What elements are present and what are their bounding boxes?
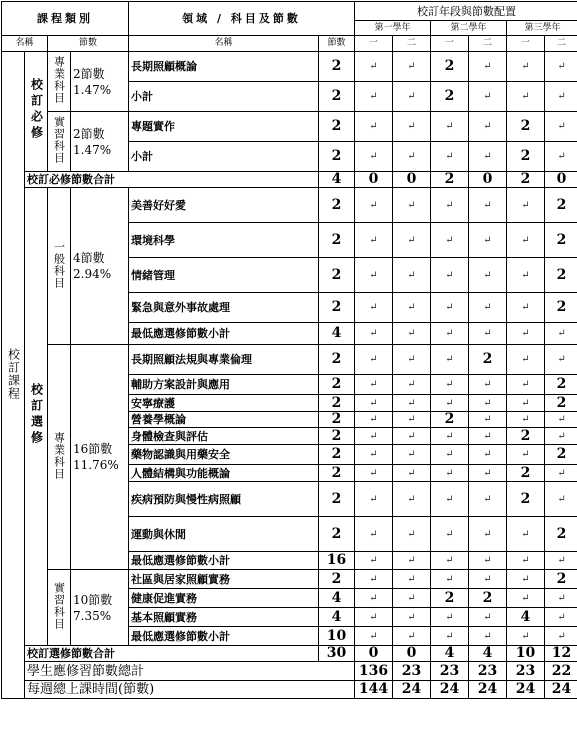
empty-cell-mark: ↵ [469,188,507,223]
subject-name: 最低應選修節數小計 [129,323,319,345]
semester-value: 2 [545,258,577,293]
empty-cell-mark: ↵ [507,82,545,112]
semester-value: 2 [545,375,577,395]
required-subgroup-hours [71,52,129,112]
empty-cell-mark: ↵ [355,428,393,445]
empty-cell-mark: ↵ [393,112,431,142]
subject-hours: 2 [319,223,355,258]
subject-name: 專題實作 [129,112,319,142]
empty-cell-mark: ↵ [507,395,545,412]
subject-name: 長期照顧法規與專業倫理 [129,345,319,375]
empty-cell-mark: ↵ [355,395,393,412]
elective-subgroup-hours-percent: 11.76% [73,458,119,472]
empty-cell-mark: ↵ [545,82,577,112]
header-year2: 第二學年 [431,21,507,36]
empty-cell-mark: ↵ [469,608,507,627]
empty-cell-mark: ↵ [355,293,393,323]
empty-cell-mark: ↵ [393,345,431,375]
empty-cell-mark: ↵ [355,323,393,345]
empty-cell-mark: ↵ [393,482,431,517]
empty-cell-mark: ↵ [507,188,545,223]
semester-value: 22 [545,662,577,681]
semester-value: 23 [469,662,507,681]
empty-cell-mark: ↵ [355,412,393,428]
empty-cell-mark: ↵ [507,589,545,608]
semester-value: 2 [431,589,469,608]
semester-value: 2 [545,517,577,552]
course-table-body [2,2,577,699]
empty-cell-mark: ↵ [545,112,577,142]
subject-hours: 2 [319,142,355,172]
course-table [1,1,577,699]
subject-hours: 2 [319,445,355,465]
header-domain: 領域 / 科目及節數 [129,2,355,36]
semester-value: 0 [355,172,393,188]
required-subgroup-hours-percent: 1.47% [73,82,112,97]
subject-name: 緊急與意外事故處理 [129,293,319,323]
semester-value: 0 [469,172,507,188]
empty-cell-mark: ↵ [507,323,545,345]
subject-hours: 10 [319,627,355,646]
empty-cell-mark: ↵ [431,188,469,223]
empty-cell-mark: ↵ [469,112,507,142]
empty-cell-mark: ↵ [393,293,431,323]
empty-cell-mark: ↵ [393,82,431,112]
elective-group-label [25,188,48,646]
header-subject-name: 名稱 [129,36,319,52]
empty-cell-mark: ↵ [355,142,393,172]
semester-value: 2 [545,223,577,258]
empty-cell-mark: ↵ [507,258,545,293]
empty-cell-mark: ↵ [355,188,393,223]
header-sem: 一 [431,36,469,52]
subject-name: 小計 [129,142,319,172]
empty-cell-mark: ↵ [355,375,393,395]
empty-cell-mark: ↵ [545,323,577,345]
subject-hours: 2 [319,188,355,223]
semester-value: 23 [393,662,431,681]
required-total-label: 校訂必修節數合計 [25,172,319,188]
empty-cell-mark: ↵ [431,258,469,293]
required-subgroup-label [48,112,71,172]
subject-hours: 4 [319,589,355,608]
header-subject-hours: 節數 [319,36,355,52]
empty-cell-mark: ↵ [355,608,393,627]
semester-value: 12 [545,646,577,662]
empty-cell-mark: ↵ [545,412,577,428]
header-sem: 二 [469,36,507,52]
empty-cell-mark: ↵ [507,445,545,465]
empty-cell-mark: ↵ [393,142,431,172]
empty-cell-mark: ↵ [393,412,431,428]
empty-cell-mark: ↵ [431,112,469,142]
semester-value: 24 [431,681,469,699]
elective-subgroup-hours-count: 4節數 [73,251,105,265]
grand-total-label: 每週總上課時間(節數) [25,681,355,699]
empty-cell-mark: ↵ [469,482,507,517]
elective-subgroup-hours [71,345,129,570]
empty-cell-mark: ↵ [431,517,469,552]
empty-cell-mark: ↵ [469,570,507,589]
empty-cell-mark: ↵ [355,445,393,465]
subject-name: 情緒管理 [129,258,319,293]
elective-subgroup-hours-count: 16節數 [73,442,113,456]
empty-cell-mark: ↵ [393,570,431,589]
empty-cell-mark: ↵ [507,570,545,589]
header-sem: 二 [545,36,577,52]
empty-cell-mark: ↵ [507,345,545,375]
semester-value: 2 [507,112,545,142]
empty-cell-mark: ↵ [469,142,507,172]
elective-subgroup-label-text: 一般科目 [52,240,66,289]
grand-total-hours: 136 [355,662,393,681]
elective-subgroup-label [48,188,71,345]
empty-cell-mark: ↵ [545,142,577,172]
empty-cell-mark: ↵ [431,223,469,258]
subject-hours: 2 [319,428,355,445]
semester-value: 10 [507,646,545,662]
empty-cell-mark: ↵ [507,375,545,395]
elective-group-label-text: 校訂選修 [29,383,44,447]
subject-hours: 2 [319,345,355,375]
empty-cell-mark: ↵ [469,465,507,482]
empty-cell-mark: ↵ [431,482,469,517]
header-name: 名稱 [2,36,48,52]
empty-cell-mark: ↵ [431,375,469,395]
empty-cell-mark: ↵ [355,589,393,608]
semester-value: 2 [507,428,545,445]
empty-cell-mark: ↵ [431,627,469,646]
empty-cell-mark: ↵ [393,52,431,82]
subject-name: 安寧療護 [129,395,319,412]
subject-name: 環境科學 [129,223,319,258]
semester-value: 2 [507,172,545,188]
empty-cell-mark: ↵ [355,258,393,293]
semester-value: 2 [545,570,577,589]
subject-name: 人體結構與功能概論 [129,465,319,482]
empty-cell-mark: ↵ [355,223,393,258]
required-subgroup-hours [71,112,129,172]
empty-cell-mark: ↵ [393,517,431,552]
empty-cell-mark: ↵ [393,445,431,465]
header-plan: 校訂年段與節數配置 [355,2,577,21]
empty-cell-mark: ↵ [355,482,393,517]
required-subgroup-label-text: 實習科目 [52,116,66,164]
required-total-hours: 4 [319,172,355,188]
required-group-label [25,52,48,172]
subject-name: 最低應選修節數小計 [129,552,319,570]
subject-hours: 2 [319,517,355,552]
header-year3: 第三學年 [507,21,577,36]
semester-value: 24 [545,681,577,699]
empty-cell-mark: ↵ [469,52,507,82]
empty-cell-mark: ↵ [355,112,393,142]
empty-cell-mark: ↵ [545,428,577,445]
empty-cell-mark: ↵ [355,465,393,482]
subject-name: 疾病預防與慢性病照顧 [129,482,319,517]
semester-value: 2 [507,465,545,482]
subject-hours: 2 [319,258,355,293]
empty-cell-mark: ↵ [355,345,393,375]
empty-cell-mark: ↵ [507,412,545,428]
empty-cell-mark: ↵ [507,517,545,552]
elective-subgroup-hours [71,188,129,345]
empty-cell-mark: ↵ [545,52,577,82]
empty-cell-mark: ↵ [469,82,507,112]
empty-cell-mark: ↵ [469,428,507,445]
empty-cell-mark: ↵ [469,375,507,395]
semester-value: 2 [545,188,577,223]
semester-value: 2 [431,412,469,428]
empty-cell-mark: ↵ [393,258,431,293]
semester-value: 4 [431,646,469,662]
empty-cell-mark: ↵ [355,627,393,646]
subject-hours: 16 [319,552,355,570]
empty-cell-mark: ↵ [355,52,393,82]
empty-cell-mark: ↵ [469,293,507,323]
empty-cell-mark: ↵ [545,608,577,627]
required-subgroup-label [48,52,71,112]
empty-cell-mark: ↵ [469,323,507,345]
empty-cell-mark: ↵ [355,552,393,570]
semester-value: 0 [393,646,431,662]
empty-cell-mark: ↵ [431,395,469,412]
subject-name: 運動與休閒 [129,517,319,552]
required-subgroup-label-text: 專業科目 [52,56,66,104]
semester-value: 2 [431,172,469,188]
semester-value: 0 [355,646,393,662]
semester-value: 2 [469,345,507,375]
empty-cell-mark: ↵ [393,589,431,608]
empty-cell-mark: ↵ [469,445,507,465]
empty-cell-mark: ↵ [393,428,431,445]
empty-cell-mark: ↵ [469,517,507,552]
semester-value: 2 [545,445,577,465]
empty-cell-mark: ↵ [431,445,469,465]
subject-name: 基本照顧實務 [129,608,319,627]
elective-total-hours: 30 [319,646,355,662]
subject-name: 最低應選修節數小計 [129,627,319,646]
elective-subgroup-hours-percent: 2.94% [73,267,112,281]
subject-name: 輔助方案設計與應用 [129,375,319,395]
semester-value: 0 [545,172,577,188]
empty-cell-mark: ↵ [393,552,431,570]
empty-cell-mark: ↵ [431,608,469,627]
empty-cell-mark: ↵ [431,293,469,323]
subject-name: 身體檢查與評估 [129,428,319,445]
empty-cell-mark: ↵ [355,570,393,589]
header-category: 課程類別 [2,2,129,36]
empty-cell-mark: ↵ [469,627,507,646]
empty-cell-mark: ↵ [469,412,507,428]
subject-name: 營養學概論 [129,412,319,428]
semester-value: 2 [545,293,577,323]
required-group-label-text: 校訂必修 [29,78,44,142]
elective-subgroup-label [48,570,71,646]
empty-cell-mark: ↵ [507,223,545,258]
empty-cell-mark: ↵ [507,293,545,323]
subject-hours: 4 [319,323,355,345]
subject-hours: 2 [319,412,355,428]
semester-value: 4 [469,646,507,662]
semester-value: 4 [507,608,545,627]
empty-cell-mark: ↵ [469,552,507,570]
empty-cell-mark: ↵ [355,517,393,552]
empty-cell-mark: ↵ [393,223,431,258]
empty-cell-mark: ↵ [431,552,469,570]
required-subgroup-hours-percent: 1.47% [73,142,112,157]
subject-hours: 2 [319,112,355,142]
header-sem: 一 [355,36,393,52]
subject-hours: 4 [319,608,355,627]
subject-name: 健康促進實務 [129,589,319,608]
elective-subgroup-label-text: 實習科目 [52,582,66,630]
empty-cell-mark: ↵ [545,482,577,517]
empty-cell-mark: ↵ [393,375,431,395]
empty-cell-mark: ↵ [469,258,507,293]
empty-cell-mark: ↵ [355,82,393,112]
empty-cell-mark: ↵ [431,323,469,345]
empty-cell-mark: ↵ [545,627,577,646]
empty-cell-mark: ↵ [507,627,545,646]
subject-hours: 2 [319,82,355,112]
semester-value: 2 [469,589,507,608]
semester-value: 2 [431,82,469,112]
subject-hours: 2 [319,375,355,395]
empty-cell-mark: ↵ [469,223,507,258]
empty-cell-mark: ↵ [431,345,469,375]
semester-value: 23 [507,662,545,681]
semester-value: 0 [393,172,431,188]
subject-name: 長期照顧概論 [129,52,319,82]
subject-hours: 2 [319,293,355,323]
subject-hours: 2 [319,570,355,589]
school-course-label: 校訂課程 [6,347,21,400]
subject-name: 社區與居家照顧實務 [129,570,319,589]
elective-subgroup-hours-count: 10節數 [73,592,113,607]
required-subgroup-hours-count: 2節數 [73,126,105,141]
semester-value: 2 [545,395,577,412]
empty-cell-mark: ↵ [431,570,469,589]
empty-cell-mark: ↵ [545,465,577,482]
subject-hours: 2 [319,482,355,517]
empty-cell-mark: ↵ [393,627,431,646]
empty-cell-mark: ↵ [431,142,469,172]
header-sem: 二 [393,36,431,52]
semester-value: 2 [507,142,545,172]
empty-cell-mark: ↵ [393,323,431,345]
semester-value: 23 [431,662,469,681]
empty-cell-mark: ↵ [507,52,545,82]
subject-hours: 2 [319,52,355,82]
empty-cell-mark: ↵ [393,188,431,223]
empty-cell-mark: ↵ [545,589,577,608]
semester-value: 2 [431,52,469,82]
empty-cell-mark: ↵ [545,552,577,570]
required-subgroup-hours-count: 2節數 [73,66,105,81]
semester-value: 24 [393,681,431,699]
subject-name: 美善好好愛 [129,188,319,223]
empty-cell-mark: ↵ [393,465,431,482]
semester-value: 2 [507,482,545,517]
subject-name: 小計 [129,82,319,112]
empty-cell-mark: ↵ [393,608,431,627]
header-sem: 一 [507,36,545,52]
empty-cell-mark: ↵ [431,465,469,482]
empty-cell-mark: ↵ [545,345,577,375]
header-year1: 第一學年 [355,21,431,36]
empty-cell-mark: ↵ [469,395,507,412]
elective-subgroup-label [48,345,71,570]
elective-total-label: 校訂選修節數合計 [25,646,319,662]
subject-hours: 2 [319,465,355,482]
semester-value: 24 [507,681,545,699]
name-blank [2,52,25,699]
header-hours: 節數 [48,36,129,52]
subject-name: 藥物認識與用藥安全 [129,445,319,465]
empty-cell-mark: ↵ [393,395,431,412]
elective-subgroup-label-text: 專業科目 [52,431,66,480]
empty-cell-mark: ↵ [431,428,469,445]
empty-cell-mark: ↵ [507,552,545,570]
semester-value: 24 [469,681,507,699]
elective-subgroup-hours [71,570,129,646]
grand-total-label: 學生應修習節數總計 [25,662,355,681]
subject-hours: 2 [319,395,355,412]
elective-subgroup-hours-percent: 7.35% [73,608,112,623]
grand-total-hours: 144 [355,681,393,699]
